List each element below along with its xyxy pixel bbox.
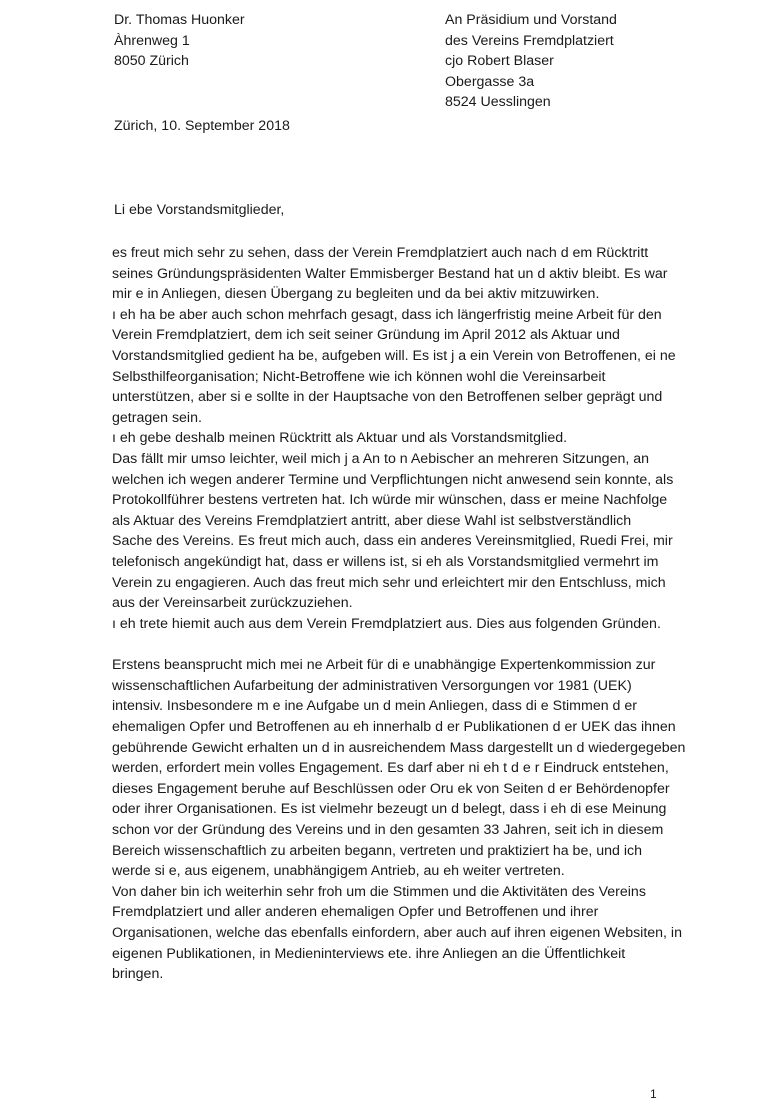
sender-city: 8050 Zürich	[114, 53, 189, 70]
paragraph	[112, 428, 712, 613]
text-line: dieses Engagement beruhe auf Beschlüssen oder Oru ek von Seiten d er Behördenopfer	[112, 780, 670, 797]
recipient-line: 8524 Uesslingen	[445, 94, 551, 111]
text-line: ı eh ha be aber auch schon mehrfach gesagt, dass ich längerfristig meine Arbeit für den	[112, 306, 662, 323]
text-line: Bereich wissenschaftlich zu arbeiten begann, vertreten und praktiziert ha be, und ich	[112, 842, 642, 859]
text-line: Erstens beansprucht mich mei ne Arbeit für di e unabhängige Expertenkommission zur	[112, 657, 656, 674]
greeting: Li ebe Vorstandsmitglieder,	[114, 202, 285, 218]
text-line: ehemaligen Opfer und Betroffenen au eh innerhalb d er Publikationen d er UEK das ihnen	[112, 719, 676, 736]
recipient-line: cjo Robert Blaser	[445, 53, 554, 70]
paragraph	[112, 655, 712, 882]
text-line: Organisationen, welche das ebenfalls einfordern, aber auch auf ihren eigenen Websiten, in	[112, 925, 682, 941]
text-line: Protokollführer bestens vertreten hat. Ich würde mir wünschen, dass er meine Nachfolge	[112, 492, 668, 509]
text-line: gebührende Gewicht erhalten un d in ausreichendem Mass dargestellt un d wiedergegeben	[112, 739, 686, 756]
paragraph-gap	[112, 634, 712, 655]
recipient-line: An Präsidium und Vorstand	[445, 12, 617, 28]
letter-body	[112, 243, 712, 985]
sender-name: Dr. Thomas Huonker	[114, 12, 245, 28]
text-line: welchen ich wegen anderer Termine und Verpflichtungen nicht anwesend sein konnte, als	[112, 471, 674, 488]
text-line: als Aktuar des Vereins Fremdplatziert antritt, aber diese Wahl ist selbstverständlich	[112, 512, 632, 529]
paragraph	[112, 243, 712, 305]
text-line: bringen.	[112, 966, 164, 983]
text-line: werde si e, aus eigenem, unabhängigem Antrieb, au eh weiter vertreten.	[112, 863, 565, 880]
text-line: seines Gründungspräsidenten Walter Emmisberger Bestand hat un d aktiv bleibt. Es war	[112, 265, 668, 282]
text-line: ı eh trete hiemit auch aus dem Verein Fremdplatziert aus. Dies aus folgenden Gründen.	[112, 615, 661, 632]
text-line: aus der Vereinsarbeit zurückzuziehen.	[112, 595, 353, 612]
text-line: mir e in Anliegen, diesen Übergang zu begleiten und da bei aktiv mitzuwirken.	[112, 286, 600, 303]
text-line: Von daher bin ich weiterhin sehr froh um die Stimmen und die Aktivitäten des Vereins	[112, 883, 646, 900]
text-line: getragen sein.	[112, 409, 202, 426]
recipient-address	[445, 10, 617, 113]
letter-date: Zürich, 10. September 2018	[114, 118, 290, 134]
recipient-line: Obergasse 3a	[445, 73, 535, 90]
text-line: Fremdplatziert und aller anderen ehemaligen Opfer und Betroffenen und ihrer	[112, 904, 599, 921]
text-line: Vorstandsmitglied gedient ha be, aufgeben will. Es ist j a ein Verein von Betroffenen, ei ne	[112, 347, 676, 364]
text-line: oder ihrer Organisationen. Es ist vielmehr bezeugt un d belegt, dass i eh di ese Meinung	[112, 801, 667, 818]
text-line: eigenen Publikationen, in Medieninterviews ete. ihre Anliegen an die Üffentlichkeit	[112, 945, 626, 962]
text-line: Verein Fremdplatziert, dem ich seit seiner Gründung im April 2012 als Aktuar und	[112, 327, 620, 344]
text-line: es freut mich sehr zu sehen, dass der Verein Fremdplatziert auch nach d em Rücktritt	[112, 245, 649, 261]
paragraph	[112, 882, 712, 985]
text-line: Sache des Vereins. Es freut mich auch, dass ein anderes Vereinsmitglied, Ruedi Frei, mir	[112, 533, 673, 550]
page-number: 1	[650, 1087, 657, 1101]
text-line: unterstützen, aber si e sollte in der Hauptsache von den Betroffenen selber geprägt und	[112, 389, 663, 406]
recipient-line: des Vereins Fremdplatziert	[445, 32, 614, 49]
text-line: schon vor der Gründung des Vereins und in den gesamten 33 Jahren, seit ich in diesem	[112, 822, 664, 839]
text-line: werden, erfordert mein volles Engagement. Es darf aber ni eh t d e r Eindruck entstehen,	[112, 760, 669, 777]
text-line: Das fällt mir umso leichter, weil mich j a An to n Aebischer an mehreren Sitzungen, an	[112, 450, 650, 467]
text-line: ı eh gebe deshalb meinen Rücktritt als Aktuar und als Vorstandsmitglied.	[112, 430, 568, 447]
text-line: Selbsthilfeorganisation; Nicht-Betroffene wie ich können wohl die Vereinsarbeit	[112, 368, 606, 385]
sender-address	[114, 10, 245, 72]
sender-street: Àhrenweg 1	[114, 32, 190, 49]
text-line: Verein zu engagieren. Auch das freut mich sehr und erleichtert mir den Entschluss, mich	[112, 574, 666, 591]
text-line: telefonisch angekündigt hat, dass er willens ist, si eh als Vorstandsmitglied vermehrt im	[112, 553, 659, 570]
text-line: wissenschaftlichen Aufarbeitung der administrativen Versorgungen vor 1981 (UEK)	[112, 677, 632, 694]
text-line: intensiv. Insbesondere m e ine Aufgabe un d mein Anliegen, dass di e Stimmen d er	[112, 698, 637, 715]
paragraph	[112, 614, 712, 635]
paragraph	[112, 305, 712, 429]
